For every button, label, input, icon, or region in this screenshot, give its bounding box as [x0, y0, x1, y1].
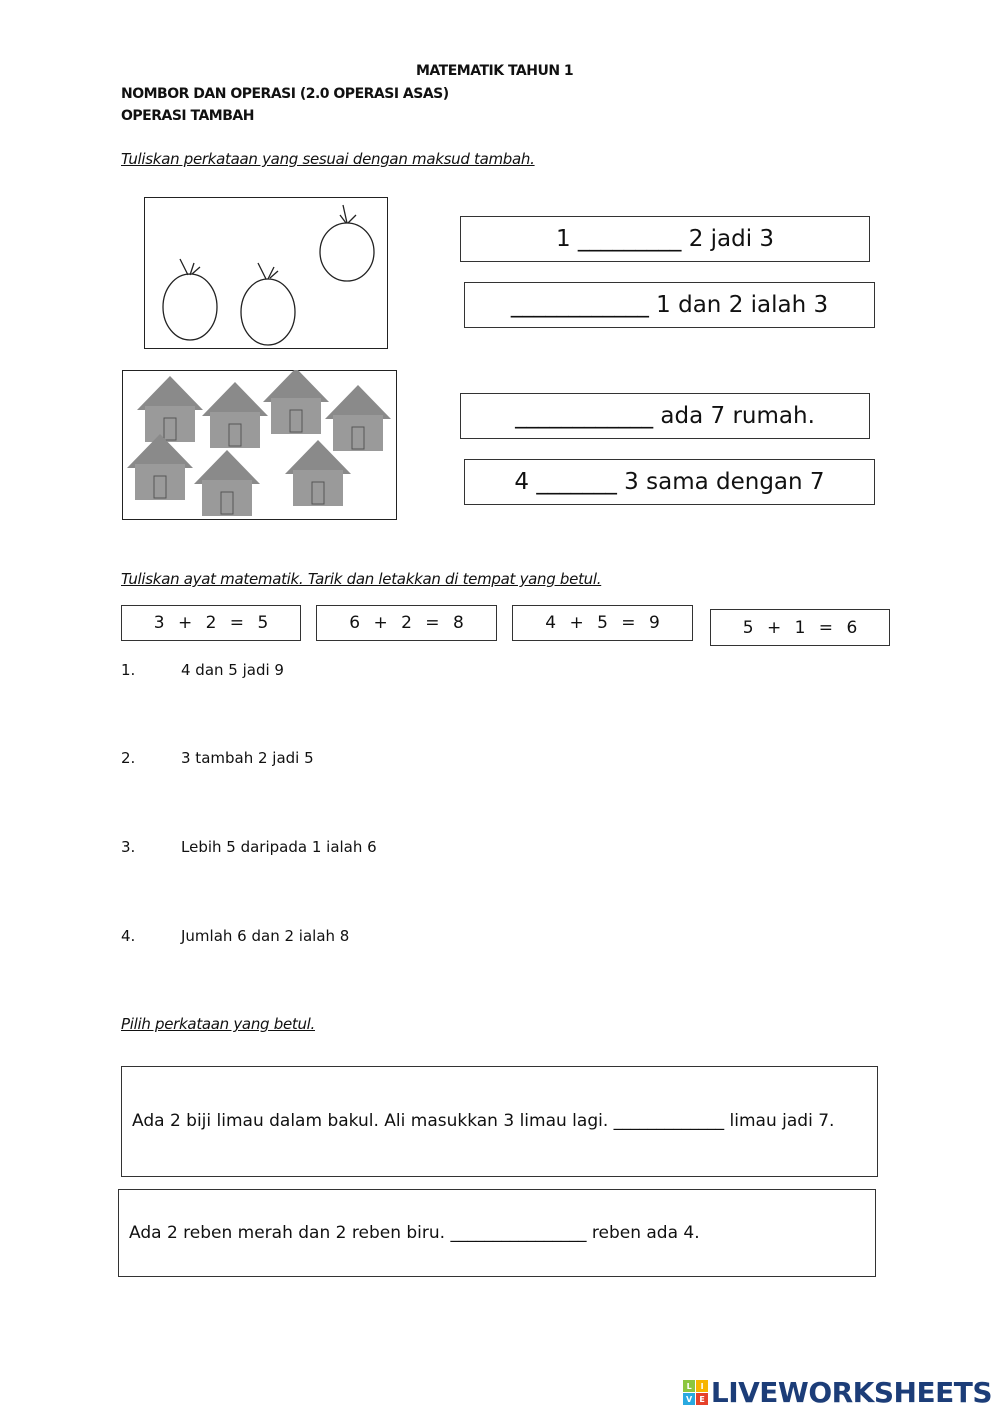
logo-letter: V — [683, 1393, 695, 1405]
list-item — [121, 838, 377, 856]
equation-option-3[interactable]: 4 + 5 = 9 — [512, 605, 693, 641]
question-box-2[interactable] — [118, 1189, 876, 1277]
sentence-box-2[interactable]: ____________ 1 dan 2 ialah 3 — [464, 282, 875, 328]
logo-letter: I — [696, 1380, 708, 1392]
question-box-1[interactable] — [121, 1066, 878, 1177]
question-text-2: Ada 2 reben merah dan 2 reben biru. ________________ reben ada 4. — [129, 1222, 700, 1243]
logo-letter: E — [696, 1393, 708, 1405]
instruction-2: Tuliskan ayat matematik. Tarik dan letakkan di tempat yang betul. — [121, 570, 602, 588]
item-text: 3 tambah 2 jadi 5 — [181, 749, 314, 767]
sentence-box-3[interactable]: ____________ ada 7 rumah. — [460, 393, 870, 439]
houses-image — [122, 370, 397, 520]
list-item — [121, 749, 314, 767]
liveworksheets-logo — [683, 1376, 992, 1409]
list-item — [121, 927, 349, 945]
logo-icon — [683, 1380, 708, 1405]
item-number: 1. — [121, 661, 136, 679]
equation-option-1[interactable]: 3 + 2 = 5 — [121, 605, 301, 641]
sentence-box-4[interactable]: 4 _______ 3 sama dengan 7 — [464, 459, 875, 505]
item-text: Jumlah 6 dan 2 ialah 8 — [181, 927, 350, 945]
worksheet-subtitle: NOMBOR DAN OPERASI (2.0 OPERASI ASAS) — [121, 86, 449, 102]
logo-letter: L — [683, 1380, 695, 1392]
item-number: 2. — [121, 749, 136, 767]
item-text: 4 dan 5 jadi 9 — [181, 661, 284, 679]
question-text-1: Ada 2 biji limau dalam bakul. Ali masukkan 3 limau lagi. _____________ limau jadi 7. — [132, 1111, 835, 1131]
logo-text: LIVEWORKSHEETS — [710, 1376, 992, 1409]
item-text: Lebih 5 daripada 1 ialah 6 — [181, 838, 377, 856]
equation-option-4[interactable]: 5 + 1 = 6 — [710, 609, 890, 646]
equation-option-2[interactable]: 6 + 2 = 8 — [316, 605, 497, 641]
fruits-image — [144, 197, 388, 349]
item-number: 3. — [121, 838, 136, 856]
instruction-3: Pilih perkataan yang betul. — [121, 1015, 315, 1033]
instruction-1: Tuliskan perkataan yang sesuai dengan maksud tambah. — [121, 150, 535, 168]
worksheet-topic: OPERASI TAMBAH — [121, 108, 254, 124]
item-number: 4. — [121, 927, 136, 945]
worksheet-title: MATEMATIK TAHUN 1 — [416, 63, 574, 79]
sentence-box-1[interactable]: 1 _________ 2 jadi 3 — [460, 216, 870, 262]
list-item — [121, 661, 284, 679]
